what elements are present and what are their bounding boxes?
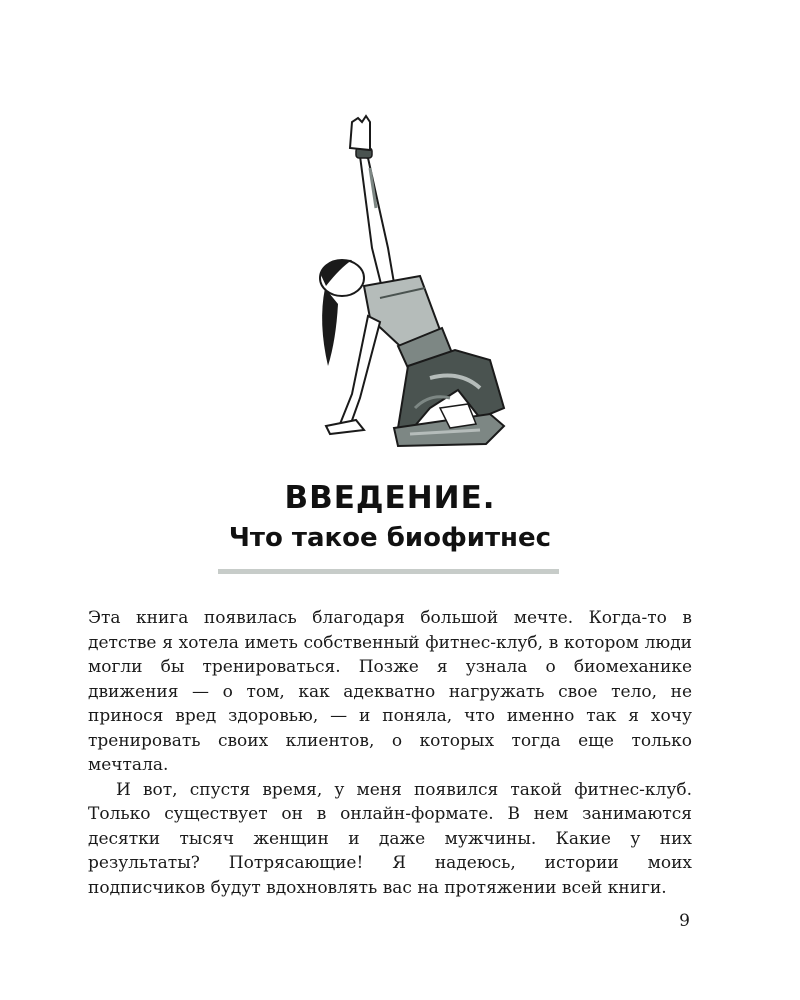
chapter-heading bbox=[210, 478, 570, 556]
chapter-title: ВВЕДЕНИЕ. bbox=[284, 480, 496, 516]
paragraph-2: И вот, спустя время, у меня появился такой фитнес-клуб. Только существует он в онлайн-формате. В нем занимаются десятки тысяч женщин и даже мужчины. Какие у них результаты? Потрясающие! Я надеюсь, истории моих подписчиков будут вдохновлять вас на протяжении всей книги. bbox=[88, 779, 692, 898]
body-text bbox=[88, 606, 692, 900]
paragraph-1: Эта книга появилась благодаря большой мечте. Когда-то в детстве я хотела иметь собственный фитнес-клуб, в котором люди могли бы тренироваться. Позже я узнала о биомеханике движения — о том, как адекватно нагружать свое тело, не принося вред здоровью, — и поняла, что именно так я хочу тренировать своих клиентов, о которых тогда еще только мечтала. bbox=[88, 608, 692, 775]
chapter-subtitle: Что такое биофитнес bbox=[228, 523, 552, 553]
heading-divider bbox=[218, 569, 559, 574]
page-number: 9 bbox=[679, 911, 690, 931]
yoga-pose-illustration bbox=[290, 108, 530, 468]
yoga-woman-icon bbox=[290, 108, 530, 468]
